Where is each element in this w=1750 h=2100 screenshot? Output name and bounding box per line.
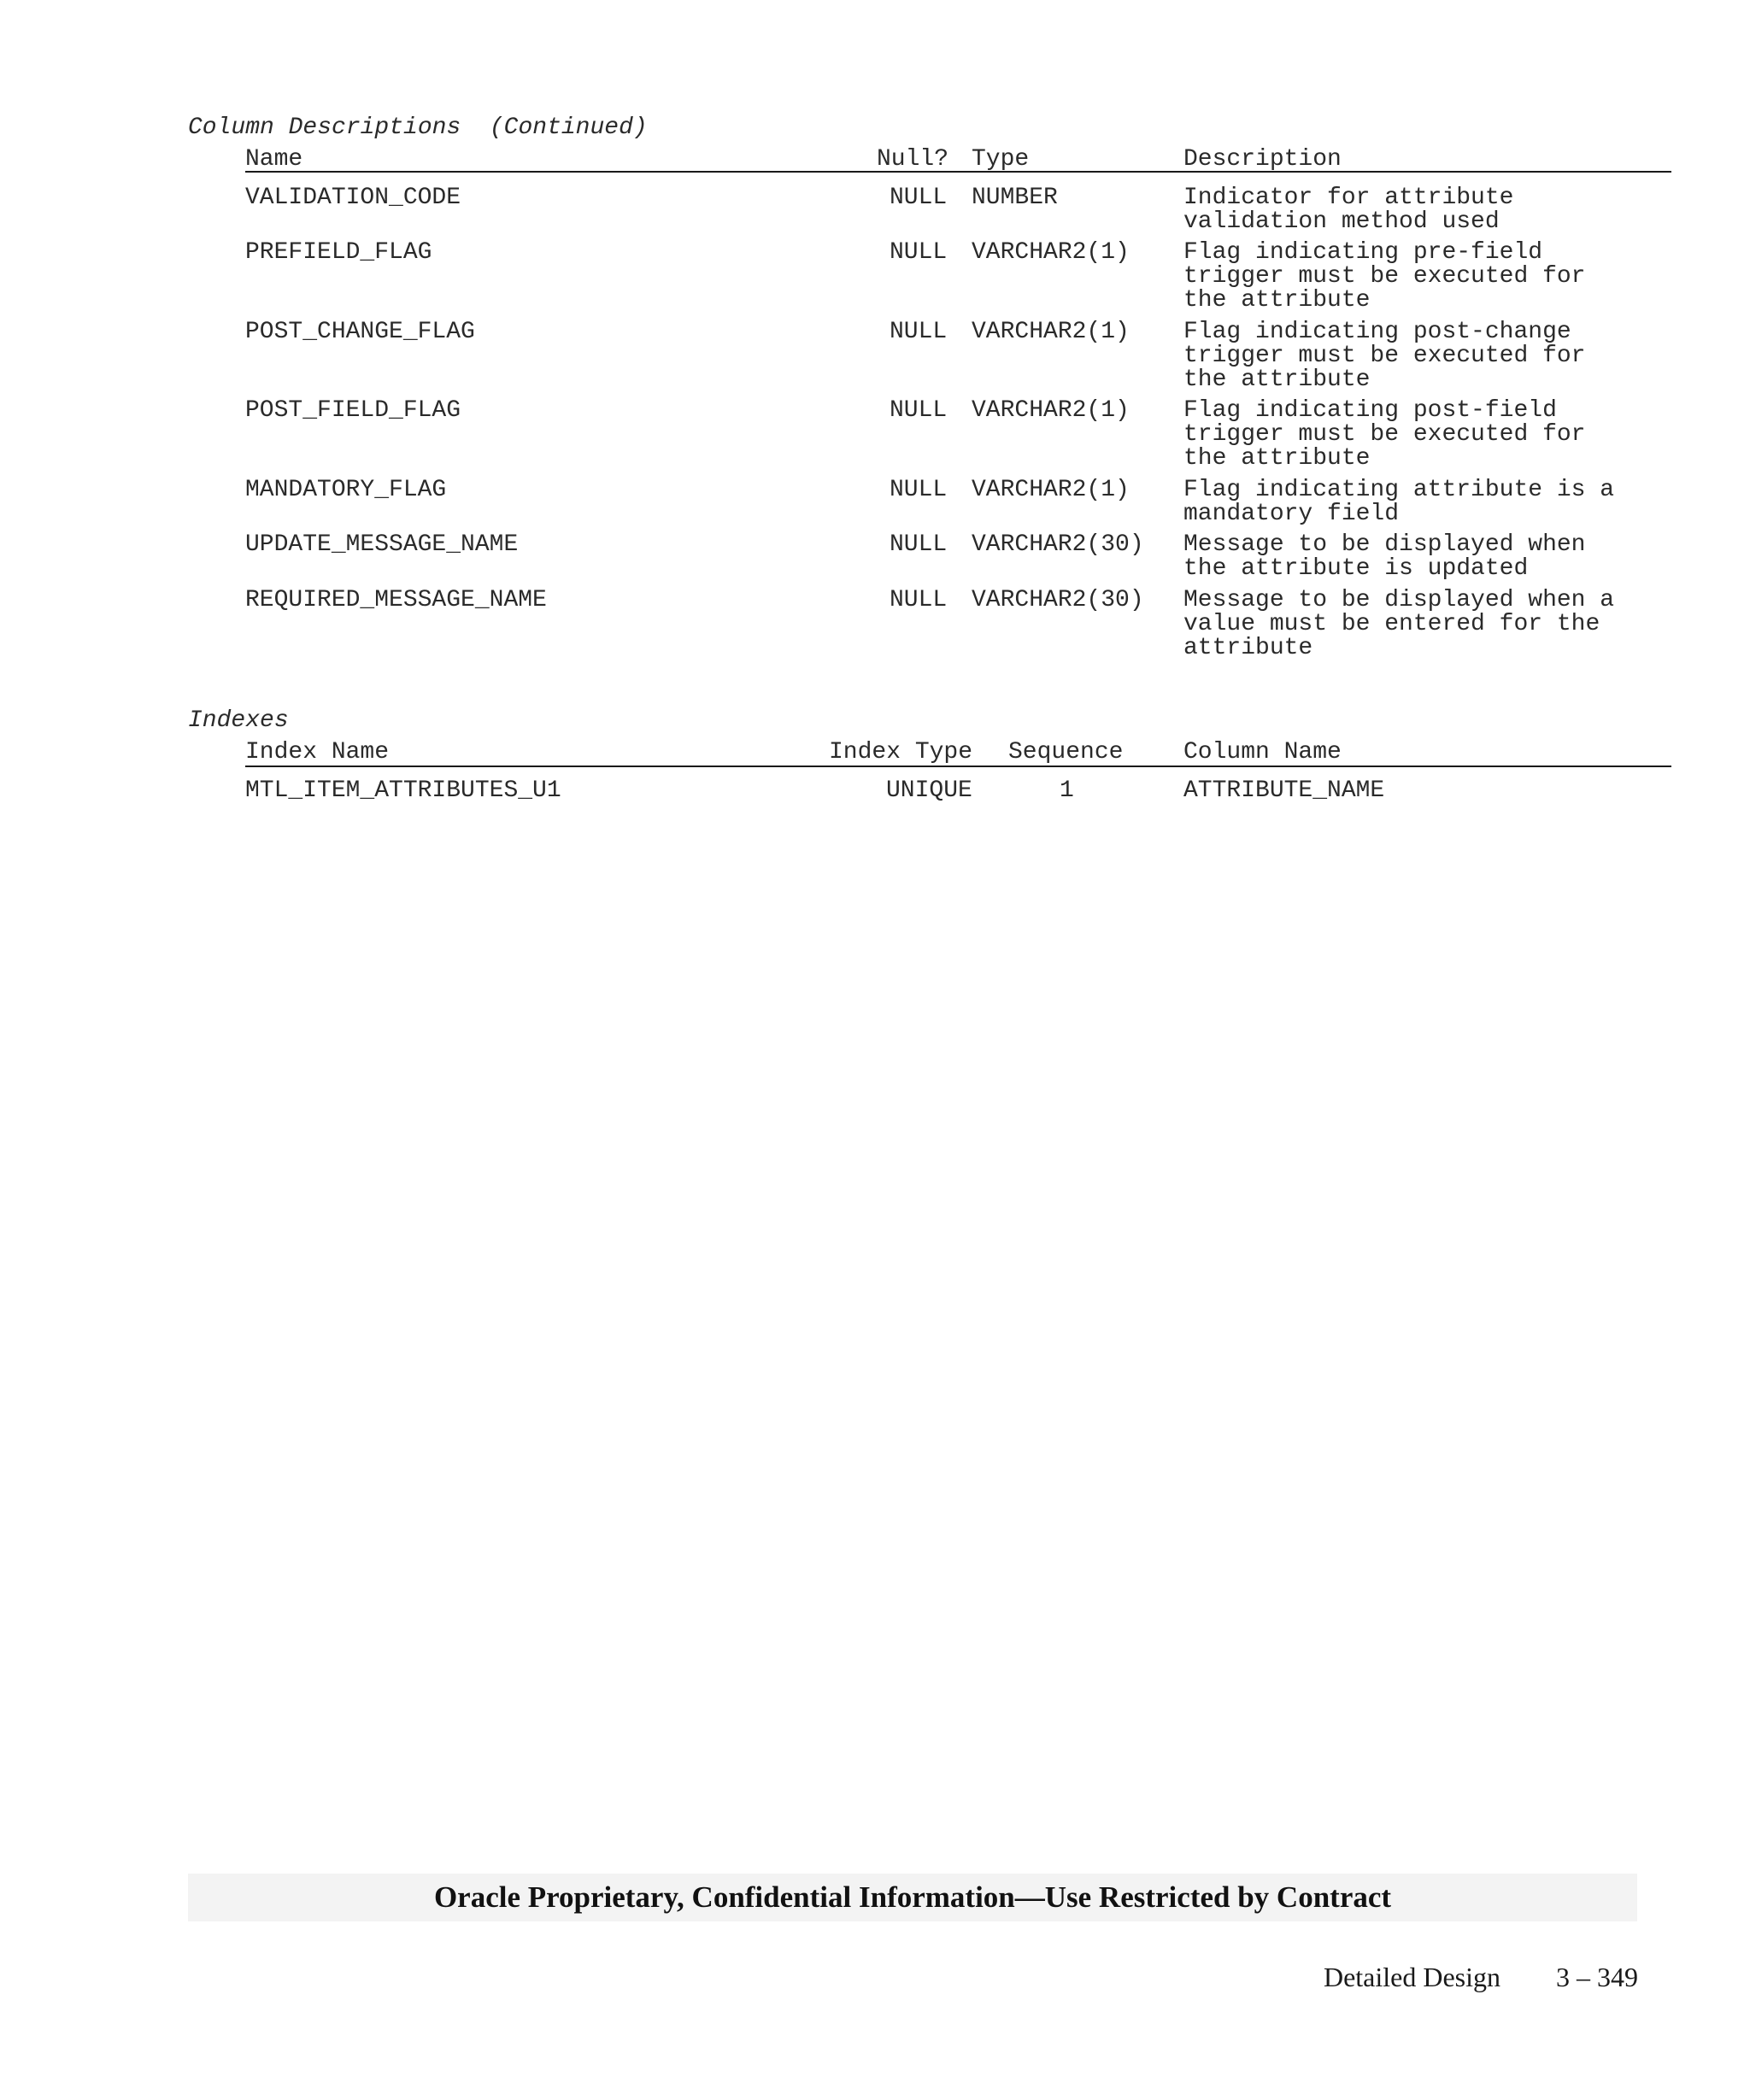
header-description: Description bbox=[1183, 146, 1342, 173]
column-description-line: mandatory field bbox=[1183, 501, 1400, 527]
column-description-line: Flag indicating post-field bbox=[1183, 397, 1557, 424]
column-name: MANDATORY_FLAG bbox=[245, 477, 447, 503]
column-description-line: Flag indicating post-change bbox=[1183, 319, 1571, 345]
column-name: PREFIELD_FLAG bbox=[245, 239, 432, 266]
column-description-line: Flag indicating pre-field bbox=[1183, 239, 1543, 266]
indexes-header-rule bbox=[245, 766, 1671, 767]
footer-section-title: Detailed Design bbox=[1323, 1962, 1500, 1992]
index-sequence: 1 bbox=[1060, 777, 1074, 804]
index-column-name: ATTRIBUTE_NAME bbox=[1183, 777, 1385, 804]
index-name: MTL_ITEM_ATTRIBUTES_U1 bbox=[245, 777, 561, 804]
header-index-type: Index Type bbox=[829, 739, 973, 766]
column-type: VARCHAR2(1) bbox=[972, 319, 1130, 345]
column-description-line: the attribute bbox=[1183, 445, 1371, 472]
column-description-line: attribute bbox=[1183, 635, 1313, 661]
column-null: NULL bbox=[890, 477, 948, 503]
header-sequence: Sequence bbox=[1008, 739, 1124, 766]
column-type: VARCHAR2(30) bbox=[972, 587, 1144, 613]
column-null: NULL bbox=[890, 185, 948, 211]
column-description-line: the attribute bbox=[1183, 367, 1371, 393]
column-name: POST_CHANGE_FLAG bbox=[245, 319, 475, 345]
column-name: REQUIRED_MESSAGE_NAME bbox=[245, 587, 547, 613]
column-description-line: the attribute bbox=[1183, 287, 1371, 314]
column-description-line: value must be entered for the bbox=[1183, 611, 1600, 637]
column-description-line: Message to be displayed when bbox=[1183, 531, 1586, 558]
column-description-line: Message to be displayed when a bbox=[1183, 587, 1615, 613]
indexes-title: Indexes bbox=[188, 707, 289, 734]
header-name: Name bbox=[245, 146, 303, 173]
column-null: NULL bbox=[890, 587, 948, 613]
columns-header-row bbox=[0, 148, 1750, 172]
column-description-line: trigger must be executed for bbox=[1183, 421, 1586, 448]
column-null: NULL bbox=[890, 531, 948, 558]
column-type: NUMBER bbox=[972, 185, 1058, 211]
confidential-banner: Oracle Proprietary, Confidential Information––Use Restricted by Contract bbox=[188, 1874, 1637, 1921]
column-type: VARCHAR2(1) bbox=[972, 477, 1130, 503]
indexes-header-row bbox=[0, 741, 1750, 765]
column-null: NULL bbox=[890, 239, 948, 266]
column-description-line: the attribute is updated bbox=[1183, 555, 1529, 582]
column-type: VARCHAR2(30) bbox=[972, 531, 1144, 558]
header-null: Null? bbox=[877, 146, 949, 173]
column-name: POST_FIELD_FLAG bbox=[245, 397, 461, 424]
column-descriptions-title: Column Descriptions (Continued) bbox=[188, 114, 648, 141]
header-index-name: Index Name bbox=[245, 739, 390, 766]
column-description-line: Flag indicating attribute is a bbox=[1183, 477, 1615, 503]
column-description-line: Indicator for attribute bbox=[1183, 185, 1514, 211]
column-description-line: trigger must be executed for bbox=[1183, 263, 1586, 290]
header-type: Type bbox=[972, 146, 1030, 173]
column-null: NULL bbox=[890, 397, 948, 424]
column-type: VARCHAR2(1) bbox=[972, 397, 1130, 424]
column-name: UPDATE_MESSAGE_NAME bbox=[245, 531, 519, 558]
column-description-line: validation method used bbox=[1183, 208, 1500, 235]
column-description-line: trigger must be executed for bbox=[1183, 343, 1586, 369]
column-name: VALIDATION_CODE bbox=[245, 185, 461, 211]
column-null: NULL bbox=[890, 319, 948, 345]
page-number: 3 – 349 bbox=[1556, 1962, 1638, 1992]
header-column-name: Column Name bbox=[1183, 739, 1342, 766]
index-type: UNIQUE bbox=[886, 777, 972, 804]
columns-header-rule bbox=[245, 171, 1671, 173]
column-type: VARCHAR2(1) bbox=[972, 239, 1130, 266]
